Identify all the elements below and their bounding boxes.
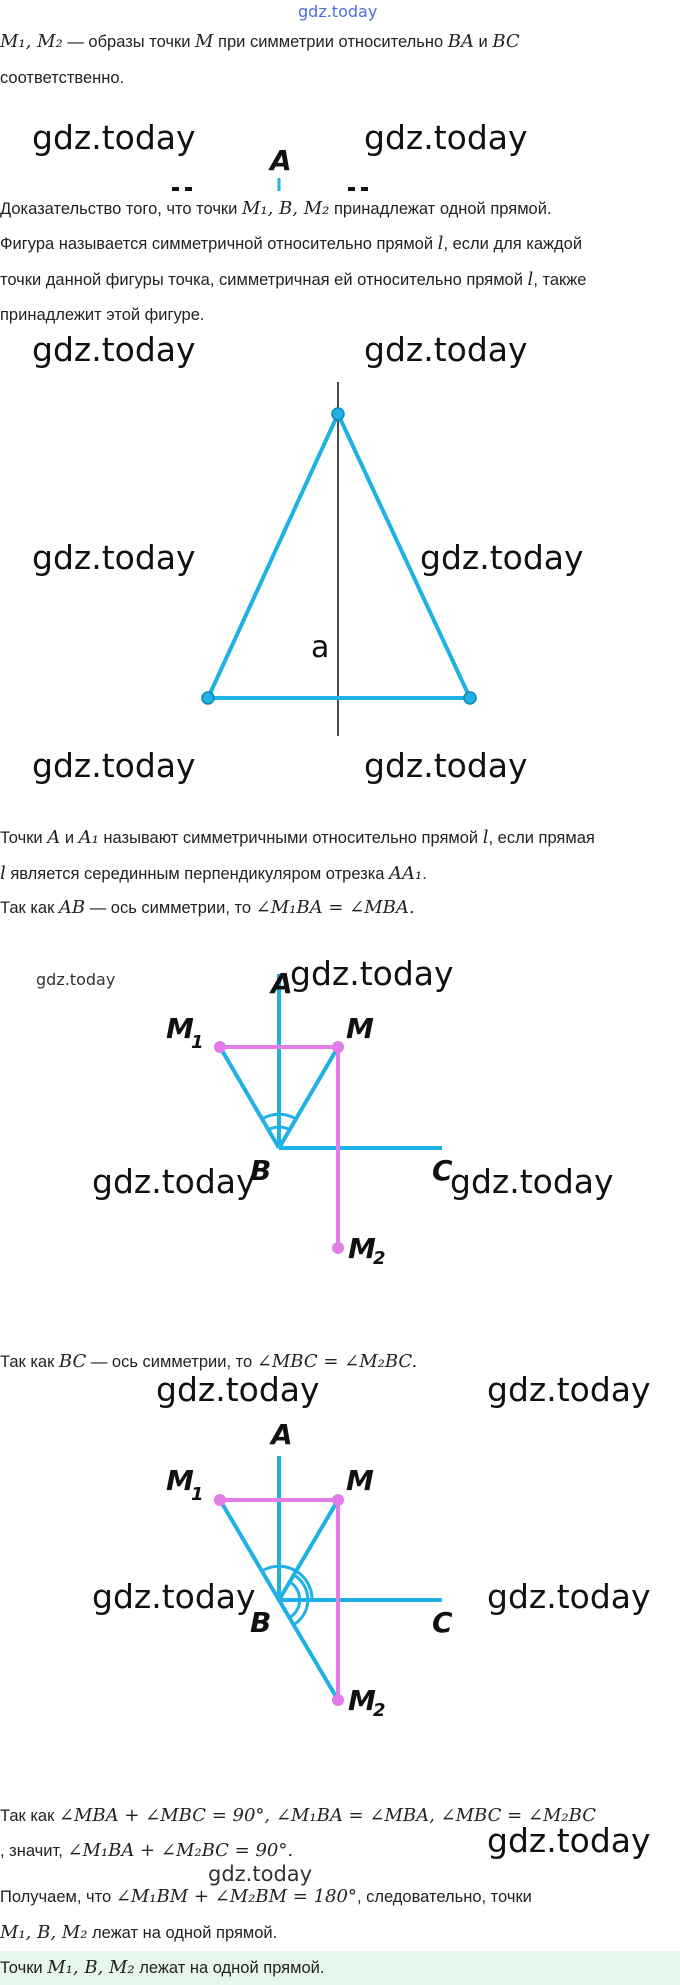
math-angle-sum: ∠M₁BM + ∠M₂BM = 180°	[115, 1886, 357, 1907]
definition-line	[0, 262, 586, 298]
cropped-figure-strip	[0, 140, 680, 196]
watermark: gdz.today	[487, 1577, 651, 1616]
math-m1-m2: M₁, M₂	[0, 31, 63, 52]
text-span: , следовательно, точки	[356, 1888, 532, 1906]
watermark: gdz.today	[32, 538, 196, 577]
text-span: точки данной фигуры точка, симметричная ей относительно прямой	[0, 271, 528, 289]
math-l: l	[0, 863, 6, 884]
math-l: l	[437, 233, 444, 254]
label-m1-sub: 1	[191, 1484, 204, 1505]
point-m2	[332, 1242, 344, 1254]
text-span: , если прямая	[488, 829, 595, 847]
label-m2-sub: 2	[373, 1248, 386, 1269]
watermark: gdz.today	[92, 1162, 256, 1201]
triangle-figure	[0, 370, 680, 750]
text-span: Фигура называется симметричной относительно прямой	[0, 235, 438, 253]
watermark: gdz.today	[36, 970, 116, 989]
figure-axis-bc	[0, 1410, 680, 1730]
watermark: gdz.today	[420, 538, 584, 577]
axis-label-a: a	[311, 630, 330, 665]
text-span: является серединным перпендикуляром отрезка	[5, 865, 390, 883]
vertex-point	[202, 692, 214, 704]
watermark: gdz.today	[32, 330, 196, 369]
watermark: gdz.today	[156, 1370, 320, 1409]
watermark: gdz.today	[92, 1577, 256, 1616]
label-m: M	[346, 1012, 374, 1045]
label-b: B	[250, 1606, 272, 1639]
text-span: , если для каждой	[443, 235, 583, 253]
watermark: gdz.today	[208, 1862, 313, 1886]
symmetric-points-line	[0, 856, 427, 892]
answer-box	[0, 1951, 680, 1985]
math-bc: BC	[58, 1351, 87, 1372]
conclusion-line	[0, 1879, 532, 1915]
text-span: Получаем, что	[0, 1888, 116, 1906]
vertex-point	[332, 408, 344, 420]
text-span: называют симметричными относительно прямой	[98, 829, 483, 847]
point-m	[332, 1041, 344, 1053]
label-m2: M	[348, 1684, 376, 1717]
watermark: gdz.today	[290, 954, 454, 993]
text-span: — ось симметрии, то	[85, 899, 256, 917]
math-points: M₁, B, M₂	[47, 1957, 135, 1978]
point-m1	[214, 1041, 226, 1053]
text-span: лежат на одной прямой.	[134, 1959, 325, 1977]
math-l: l	[527, 269, 534, 290]
label-m1: M	[166, 1464, 194, 1497]
label-m1-sub: 1	[191, 1032, 204, 1053]
label-m: M	[346, 1464, 374, 1497]
watermark: gdz.today	[364, 330, 528, 369]
text-span: при симметрии относительно	[213, 33, 448, 51]
label-c: C	[432, 1606, 453, 1639]
watermark: gdz.today	[32, 746, 196, 785]
label-m1: M	[166, 1012, 194, 1045]
math-angle-sum: ∠MBA + ∠MBC = 90°, ∠M₁BA = ∠MBA, ∠MBC = ∠M₂BC	[58, 1805, 596, 1826]
math-points: M₁, B, M₂	[241, 198, 330, 219]
text-span: , также	[533, 271, 587, 289]
label-c: C	[432, 1154, 453, 1187]
watermark: gdz.today	[487, 1370, 651, 1409]
segment-bm	[279, 1047, 338, 1148]
point-m	[332, 1494, 344, 1506]
text-span: Точки	[0, 1959, 48, 1977]
watermark: gdz.today	[487, 1821, 651, 1860]
math-angle-sum: ∠M₁BA + ∠M₂BC = 90°.	[67, 1840, 294, 1861]
math-ab: AB	[58, 897, 86, 918]
proof-line	[0, 191, 552, 227]
text-span: — ось симметрии, то	[86, 1353, 257, 1371]
math-angle-eq: ∠MBC = ∠M₂BC.	[256, 1351, 418, 1372]
text-span: , значит,	[0, 1842, 68, 1860]
text-span: .	[422, 865, 427, 883]
label-a: A	[271, 967, 293, 1000]
intro-line-2: соответственно.	[0, 69, 125, 87]
text-span: принадлежат одной прямой.	[329, 200, 552, 218]
vertex-point	[464, 692, 476, 704]
text-span: Так как	[0, 899, 59, 917]
text-span: Доказательство того, что точки	[0, 200, 242, 218]
strip-label-a: A	[270, 144, 292, 177]
label-m2: M	[348, 1232, 376, 1265]
point-m1	[214, 1494, 226, 1506]
math-ba: BA	[447, 31, 474, 52]
conclusion-line	[0, 1915, 277, 1951]
math-points: M₁, B, M₂	[0, 1922, 88, 1943]
watermark: gdz.today	[364, 746, 528, 785]
math-angle-eq: ∠M₁BA = ∠MBA.	[255, 897, 415, 918]
figure-axis-ab	[0, 960, 680, 1280]
math-aa1: AA₁	[389, 863, 423, 884]
definition-line: принадлежит этой фигуре.	[0, 306, 205, 324]
math-bc: BC	[492, 31, 520, 52]
text-span: Так как	[0, 1353, 59, 1371]
text-span: Точки	[0, 829, 48, 847]
math-m: M	[195, 31, 214, 52]
text-span: лежат на одной прямой.	[87, 1924, 278, 1942]
math-a: A	[47, 827, 61, 848]
text-span: и	[60, 829, 79, 847]
label-m2-sub: 2	[373, 1700, 386, 1721]
watermark: gdz.today	[364, 118, 528, 157]
watermark: gdz.today	[450, 1162, 614, 1201]
label-b: B	[250, 1154, 272, 1187]
text-span: Так как	[0, 1807, 59, 1825]
definition-line	[0, 226, 582, 262]
text-span: — образы точки	[62, 33, 196, 51]
math-a1: A₁	[78, 827, 99, 848]
watermark: gdz.today	[32, 118, 196, 157]
math-l: l	[482, 827, 489, 848]
point-m2	[332, 1694, 344, 1706]
intro-line	[0, 24, 520, 60]
text-span: и	[473, 33, 493, 51]
header-watermark: gdz.today	[298, 2, 378, 21]
triangle	[208, 414, 470, 698]
segment-bm1	[220, 1047, 279, 1148]
axis-ab-line	[0, 890, 415, 926]
symmetric-points-line	[0, 820, 595, 856]
label-a: A	[271, 1418, 293, 1451]
